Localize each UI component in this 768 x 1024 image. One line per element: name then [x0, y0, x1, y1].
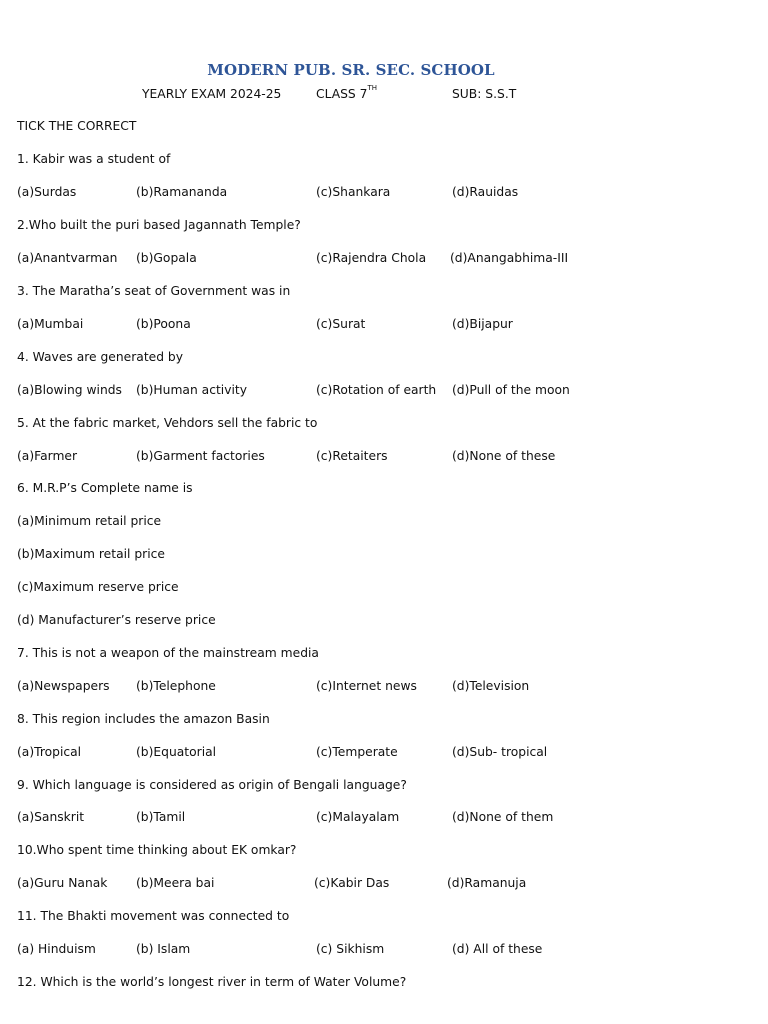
question-text: 6. M.R.P’s Complete name is [17, 481, 193, 495]
answer-option: (b)Gopala [136, 251, 197, 265]
school-title: MODERN PUB. SR. SEC. SCHOOL [207, 61, 495, 79]
answer-option: (d)None of these [452, 449, 556, 463]
question-text: 11. The Bhakti movement was connected to [17, 909, 290, 923]
answer-option: (c)Rajendra Chola [316, 251, 427, 265]
answer-option: (a)Guru Nanak [17, 876, 108, 890]
answer-option: (d)Pull of the moon [452, 383, 570, 397]
answer-option: (a)Surdas [17, 185, 77, 199]
question-text: 1. Kabir was a student of [17, 152, 171, 166]
answer-option: (c)Rotation of earth [316, 383, 437, 397]
exam-name: YEARLY EXAM 2024-25 [142, 87, 282, 101]
answer-option: (d)Sub- tropical [452, 745, 548, 759]
answer-option: (c)Internet news [316, 679, 417, 693]
answer-option: (a) Hinduism [17, 942, 96, 956]
answer-option: (b)Poona [136, 317, 191, 331]
answer-option: (a)Anantvarman [17, 251, 118, 265]
answer-option: (a)Farmer [17, 449, 78, 463]
answer-option: (a)Newspapers [17, 679, 110, 693]
answer-option: (d)None of them [452, 810, 554, 824]
answer-option: (b)Tamil [136, 810, 186, 824]
answer-option: (d) All of these [452, 942, 543, 956]
class-text: CLASS 7 [316, 87, 368, 101]
answer-option: (a)Mumbai [17, 317, 84, 331]
answer-option: (d)Bijapur [452, 317, 513, 331]
answer-option: (a)Tropical [17, 745, 82, 759]
answer-option: (b) Islam [136, 942, 191, 956]
answer-option: (d)Rauidas [452, 185, 519, 199]
answer-option: (c)Temperate [316, 745, 398, 759]
answer-option: (b)Ramananda [136, 185, 228, 199]
answer-option: (a)Sanskrit [17, 810, 85, 824]
class-superscript: TH [367, 84, 378, 92]
question-text: 9. Which language is considered as origin of Bengali language? [17, 778, 407, 792]
question-text: 10.Who spent time thinking about EK omkar? [17, 843, 297, 857]
answer-option: (b)Telephone [136, 679, 216, 693]
class-label [316, 84, 378, 101]
answer-option: (c)Kabir Das [314, 876, 390, 890]
question-text: 12. Which is the world’s longest river in term of Water Volume? [17, 975, 407, 989]
answer-option: (d)Television [452, 679, 530, 693]
question-text: 8. This region includes the amazon Basin [17, 712, 270, 726]
answer-option: (b)Human activity [136, 383, 247, 397]
answer-option: (b)Maximum retail price [17, 547, 165, 561]
answer-option: (b)Garment factories [136, 449, 265, 463]
answer-option: (d)Ramanuja [447, 876, 527, 890]
answer-option: (d) Manufacturer’s reserve price [17, 613, 216, 627]
answer-option: (b)Meera bai [136, 876, 215, 890]
answer-option: (c)Surat [316, 317, 366, 331]
answer-option: (a)Blowing winds [17, 383, 122, 397]
question-text: 2.Who built the puri based Jagannath Temple? [17, 218, 301, 232]
answer-option: (b)Equatorial [136, 745, 217, 759]
question-text: 4. Waves are generated by [17, 350, 184, 364]
answer-option: (a)Minimum retail price [17, 514, 162, 528]
answer-option: (c)Retaiters [316, 449, 388, 463]
answer-option: (d)Anangabhima-III [450, 251, 569, 265]
instruction-text: TICK THE CORRECT [17, 119, 137, 133]
answer-option: (c)Malayalam [316, 810, 400, 824]
question-text: 5. At the fabric market, Vehdors sell the fabric to [17, 416, 318, 430]
question-text: 3. The Maratha’s seat of Government was in [17, 284, 291, 298]
answer-option: (c)Maximum reserve price [17, 580, 179, 594]
answer-option: (c)Shankara [316, 185, 391, 199]
question-text: 7. This is not a weapon of the mainstream media [17, 646, 319, 660]
subject-label: SUB: S.S.T [452, 87, 517, 101]
answer-option: (c) Sikhism [316, 942, 385, 956]
